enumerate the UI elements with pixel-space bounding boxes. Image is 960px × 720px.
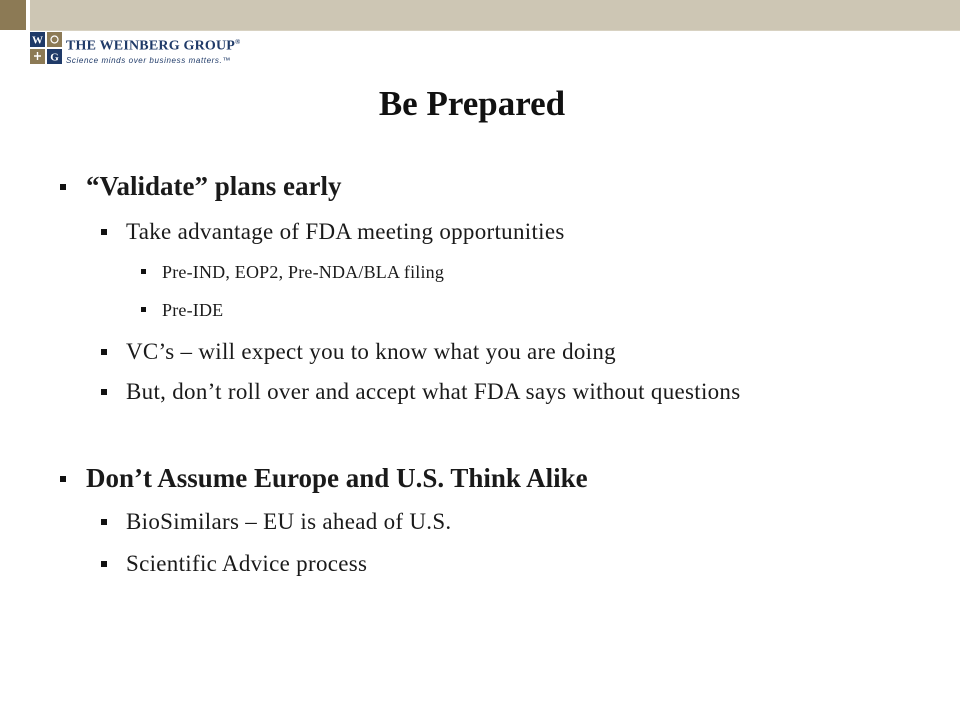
logo-registered-mark: ®	[235, 38, 241, 46]
bullet-item	[60, 462, 920, 494]
bullet-marker-icon	[60, 476, 66, 482]
bullet-item	[101, 336, 921, 368]
bullet-marker-icon	[60, 184, 66, 190]
bullet-text: But, don’t roll over and accept what FDA says without questions	[126, 379, 741, 404]
bullet-marker-icon	[101, 349, 107, 355]
bullet-text: Pre-IDE	[162, 300, 224, 320]
bullet-text: Don’t Assume Europe and U.S. Think Alike	[86, 463, 588, 493]
bullet-marker-icon	[101, 519, 107, 525]
bullet-text: Scientific Advice process	[126, 551, 368, 576]
bullet-text: BioSimilars – EU is ahead of U.S.	[126, 509, 452, 534]
bullet-item	[101, 548, 921, 580]
bullet-marker-icon	[101, 561, 107, 567]
bullet-marker-icon	[141, 307, 146, 312]
bullet-item	[141, 260, 921, 284]
bullet-text: VC’s – will expect you to know what you are doing	[126, 339, 616, 364]
bullet-item	[101, 216, 921, 248]
logo-text	[66, 34, 240, 66]
bullet-text: Take advantage of FDA meeting opportunities	[126, 219, 565, 244]
bullet-item	[101, 506, 921, 538]
header-rule	[30, 30, 960, 31]
logo-tagline: Science minds over business matters.™	[66, 55, 231, 65]
bullet-marker-icon	[101, 229, 107, 235]
bullet-text: Pre-IND, EOP2, Pre-NDA/BLA filing	[162, 262, 445, 282]
slide-title: Be Prepared	[378, 84, 566, 123]
logo-letter-g: G	[50, 51, 59, 64]
bullet-item	[101, 376, 821, 408]
bullet-text: “Validate” plans early	[86, 171, 342, 201]
bullet-marker-icon	[101, 389, 107, 395]
bullet-marker-icon	[141, 269, 146, 274]
logo-company-name: THE WEINBERG GROUP®	[66, 38, 241, 54]
bullet-item	[141, 298, 921, 322]
logo-letter-w: W	[32, 34, 43, 47]
header-corner-gap	[26, 0, 30, 30]
logo-emblem-icon	[30, 32, 62, 64]
bullet-item	[60, 170, 920, 202]
header-band	[0, 0, 960, 30]
header-corner-block	[0, 0, 26, 30]
